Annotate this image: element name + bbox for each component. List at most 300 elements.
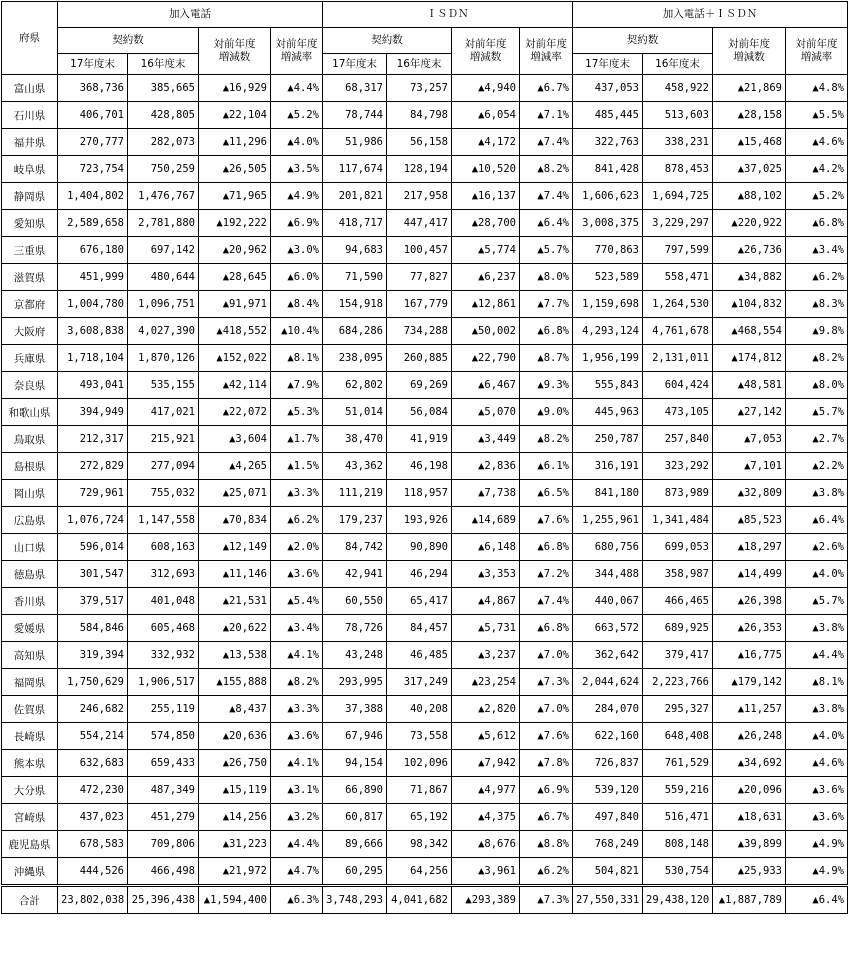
- telephone-fy17-cell: 246,682: [58, 696, 128, 723]
- isdn-fy16-cell: 71,867: [387, 777, 452, 804]
- combined-fy16-cell: 257,840: [643, 426, 713, 453]
- combined-rate-cell: ▲3.4%: [786, 237, 848, 264]
- combined-diff-cell: ▲34,882: [713, 264, 786, 291]
- year17-header-isdn: 17年度末: [323, 54, 387, 75]
- combined-fy16-cell: 516,471: [643, 804, 713, 831]
- telephone-diff-cell: ▲16,929: [199, 75, 271, 102]
- combined-fy16-cell: 878,453: [643, 156, 713, 183]
- combined-fy16-cell: 559,216: [643, 777, 713, 804]
- telephone-fy17-cell: 319,394: [58, 642, 128, 669]
- combined-diff-cell: ▲26,398: [713, 588, 786, 615]
- isdn-fy17-cell: 43,362: [323, 453, 387, 480]
- isdn-diff-cell: ▲3,449: [452, 426, 520, 453]
- prefecture-cell: 和歌山県: [2, 399, 58, 426]
- combined-fy17-cell: 680,756: [573, 534, 643, 561]
- table-row: [2, 156, 848, 183]
- telephone-rate-cell: ▲3.2%: [271, 804, 323, 831]
- telephone-rate-cell: ▲3.0%: [271, 237, 323, 264]
- isdn-rate-cell: ▲6.7%: [520, 75, 573, 102]
- telephone-rate-cell: ▲3.3%: [271, 480, 323, 507]
- table-row: [2, 75, 848, 102]
- isdn-fy16-cell: 128,194: [387, 156, 452, 183]
- combined-fy16-cell: 473,105: [643, 399, 713, 426]
- isdn-fy16-cell: 100,457: [387, 237, 452, 264]
- isdn-fy16-cell: 46,198: [387, 453, 452, 480]
- isdn-fy16-cell: 40,208: [387, 696, 452, 723]
- prefecture-cell: 石川県: [2, 102, 58, 129]
- table-row: [2, 561, 848, 588]
- telephone-fy16-cell: 755,032: [128, 480, 199, 507]
- combined-rate-cell: ▲3.8%: [786, 480, 848, 507]
- prefecture-cell: 愛媛県: [2, 615, 58, 642]
- isdn-rate-cell: ▲8.2%: [520, 426, 573, 453]
- telephone-rate-cell: ▲3.4%: [271, 615, 323, 642]
- rate-header-line2: 増減率: [800, 51, 833, 63]
- isdn-rate-cell: ▲8.8%: [520, 831, 573, 858]
- prefecture-cell: 宮崎県: [2, 804, 58, 831]
- telephone-rate-cell: ▲6.2%: [271, 507, 323, 534]
- combined-fy17-cell: 362,642: [573, 642, 643, 669]
- telephone-diff-cell: ▲8,437: [199, 696, 271, 723]
- total-row: [2, 886, 848, 914]
- telephone-fy17-cell: 472,230: [58, 777, 128, 804]
- isdn-rate-cell: ▲7.7%: [520, 291, 573, 318]
- combined-diff-cell: ▲14,499: [713, 561, 786, 588]
- table-row: [2, 777, 848, 804]
- combined-rate-cell: ▲8.2%: [786, 345, 848, 372]
- telephone-fy16-cell: 401,048: [128, 588, 199, 615]
- combined-fy16-cell: 379,417: [643, 642, 713, 669]
- combined-diff-cell: ▲20,096: [713, 777, 786, 804]
- prefecture-cell: 岡山県: [2, 480, 58, 507]
- isdn-rate-cell: ▲7.4%: [520, 183, 573, 210]
- isdn-fy16-cell: 118,957: [387, 480, 452, 507]
- combined-rate-cell: ▲2.7%: [786, 426, 848, 453]
- combined-rate-cell: ▲3.6%: [786, 804, 848, 831]
- telephone-fy16-cell: 659,433: [128, 750, 199, 777]
- combined-rate-cell: ▲9.8%: [786, 318, 848, 345]
- telephone-fy17-cell: 729,961: [58, 480, 128, 507]
- combined-fy16-cell: 1,694,725: [643, 183, 713, 210]
- isdn-rate-cell: ▲6.4%: [520, 210, 573, 237]
- rate-header-line2: 増減率: [530, 51, 562, 63]
- table-row: [2, 696, 848, 723]
- telephone-fy17-cell: 596,014: [58, 534, 128, 561]
- telephone-fy16-cell: 215,921: [128, 426, 199, 453]
- telephone-fy16-cell: 608,163: [128, 534, 199, 561]
- isdn-fy17-cell: 78,726: [323, 615, 387, 642]
- combined-fy16-cell: 3,229,297: [643, 210, 713, 237]
- combined-fy17-cell: 726,837: [573, 750, 643, 777]
- telephone-rate-cell: ▲8.1%: [271, 345, 323, 372]
- telephone-fy17-cell: 270,777: [58, 129, 128, 156]
- table-row: [2, 642, 848, 669]
- combined-rate-cell: ▲5.2%: [786, 183, 848, 210]
- isdn-diff-cell: ▲10,520: [452, 156, 520, 183]
- prefecture-cell: 静岡県: [2, 183, 58, 210]
- isdn-rate-cell: ▲7.3%: [520, 669, 573, 696]
- combined-rate-cell: ▲4.9%: [786, 858, 848, 886]
- isdn-fy16-cell: 84,457: [387, 615, 452, 642]
- combined-fy16-cell: 873,989: [643, 480, 713, 507]
- combined-diff-cell: ▲26,353: [713, 615, 786, 642]
- isdn-fy16-cell: 4,041,682: [387, 886, 452, 914]
- telephone-rate-cell: ▲6.9%: [271, 210, 323, 237]
- combined-diff-cell: ▲1,887,789: [713, 886, 786, 914]
- combined-fy16-cell: 358,987: [643, 561, 713, 588]
- telephone-diff-cell: ▲28,645: [199, 264, 271, 291]
- telephone-diff-cell: ▲1,594,400: [199, 886, 271, 914]
- telephone-fy17-cell: 3,608,838: [58, 318, 128, 345]
- isdn-diff-cell: ▲28,700: [452, 210, 520, 237]
- combined-rate-cell: ▲2.2%: [786, 453, 848, 480]
- diff-header-combined: [713, 28, 786, 75]
- telephone-rate-cell: ▲1.7%: [271, 426, 323, 453]
- diff-header-line2: 増減数: [733, 51, 765, 63]
- telephone-rate-cell: ▲3.6%: [271, 561, 323, 588]
- isdn-fy17-cell: 179,237: [323, 507, 387, 534]
- diff-header-line1: 対前年度: [728, 38, 770, 50]
- telephone-diff-cell: ▲22,104: [199, 102, 271, 129]
- combined-fy16-cell: 2,131,011: [643, 345, 713, 372]
- telephone-fy17-cell: 437,023: [58, 804, 128, 831]
- combined-rate-cell: ▲3.6%: [786, 777, 848, 804]
- telephone-fy17-cell: 678,583: [58, 831, 128, 858]
- prefecture-cell: 高知県: [2, 642, 58, 669]
- combined-fy17-cell: 284,070: [573, 696, 643, 723]
- telephone-rate-cell: ▲8.4%: [271, 291, 323, 318]
- isdn-rate-cell: ▲6.8%: [520, 615, 573, 642]
- isdn-fy17-cell: 60,550: [323, 588, 387, 615]
- telephone-fy16-cell: 709,806: [128, 831, 199, 858]
- diff-header-telephone: [199, 28, 271, 75]
- isdn-fy17-cell: 89,666: [323, 831, 387, 858]
- telephone-fy16-cell: 255,119: [128, 696, 199, 723]
- telephone-diff-cell: ▲12,149: [199, 534, 271, 561]
- prefecture-cell: 佐賀県: [2, 696, 58, 723]
- combined-fy16-cell: 604,424: [643, 372, 713, 399]
- telephone-diff-cell: ▲4,265: [199, 453, 271, 480]
- prefecture-cell: 広島県: [2, 507, 58, 534]
- telephone-fy16-cell: 605,468: [128, 615, 199, 642]
- isdn-fy17-cell: 66,890: [323, 777, 387, 804]
- telephone-fy17-cell: 632,683: [58, 750, 128, 777]
- isdn-fy16-cell: 73,257: [387, 75, 452, 102]
- telephone-rate-cell: ▲4.7%: [271, 858, 323, 886]
- isdn-rate-cell: ▲7.0%: [520, 642, 573, 669]
- isdn-rate-cell: ▲7.0%: [520, 696, 573, 723]
- combined-rate-cell: ▲5.7%: [786, 588, 848, 615]
- prefecture-cell: 愛知県: [2, 210, 58, 237]
- isdn-fy17-cell: 78,744: [323, 102, 387, 129]
- isdn-fy17-cell: 43,248: [323, 642, 387, 669]
- telephone-rate-cell: ▲4.4%: [271, 75, 323, 102]
- isdn-fy17-cell: 201,821: [323, 183, 387, 210]
- prefecture-cell: 大阪府: [2, 318, 58, 345]
- prefecture-cell: 福井県: [2, 129, 58, 156]
- combined-diff-cell: ▲104,832: [713, 291, 786, 318]
- isdn-fy17-cell: 154,918: [323, 291, 387, 318]
- combined-fy16-cell: 797,599: [643, 237, 713, 264]
- telephone-diff-cell: ▲26,505: [199, 156, 271, 183]
- isdn-diff-cell: ▲6,148: [452, 534, 520, 561]
- prefecture-cell: 岐阜県: [2, 156, 58, 183]
- combined-fy17-cell: 445,963: [573, 399, 643, 426]
- telephone-diff-cell: ▲26,750: [199, 750, 271, 777]
- telephone-rate-cell: ▲7.9%: [271, 372, 323, 399]
- isdn-fy16-cell: 84,798: [387, 102, 452, 129]
- telephone-fy17-cell: 1,404,802: [58, 183, 128, 210]
- isdn-fy16-cell: 73,558: [387, 723, 452, 750]
- combined-fy17-cell: 27,550,331: [573, 886, 643, 914]
- combined-rate-cell: ▲4.2%: [786, 156, 848, 183]
- telephone-rate-cell: ▲3.5%: [271, 156, 323, 183]
- isdn-fy16-cell: 217,958: [387, 183, 452, 210]
- table-row: [2, 669, 848, 696]
- combined-diff-cell: ▲21,869: [713, 75, 786, 102]
- rate-header-line1: 対前年度: [275, 38, 318, 50]
- combined-diff-cell: ▲220,922: [713, 210, 786, 237]
- telephone-fy17-cell: 406,701: [58, 102, 128, 129]
- prefecture-cell: 香川県: [2, 588, 58, 615]
- contracts-header-combined: 契約数: [573, 28, 713, 54]
- table-row: [2, 264, 848, 291]
- combined-fy16-cell: 295,327: [643, 696, 713, 723]
- combined-diff-cell: ▲25,933: [713, 858, 786, 886]
- isdn-diff-cell: ▲2,820: [452, 696, 520, 723]
- telephone-diff-cell: ▲42,114: [199, 372, 271, 399]
- isdn-rate-cell: ▲8.7%: [520, 345, 573, 372]
- group-header-isdn: ＩＳＤＮ: [323, 2, 573, 28]
- isdn-fy17-cell: 94,154: [323, 750, 387, 777]
- combined-rate-cell: ▲8.1%: [786, 669, 848, 696]
- telephone-fy16-cell: 535,155: [128, 372, 199, 399]
- year17-header-telephone: 17年度末: [58, 54, 128, 75]
- table-row: [2, 858, 848, 886]
- isdn-fy17-cell: 238,095: [323, 345, 387, 372]
- contracts-header-isdn: 契約数: [323, 28, 452, 54]
- combined-fy16-cell: 530,754: [643, 858, 713, 886]
- telephone-fy17-cell: 1,750,629: [58, 669, 128, 696]
- combined-fy16-cell: 4,761,678: [643, 318, 713, 345]
- table-row: [2, 183, 848, 210]
- isdn-diff-cell: ▲7,738: [452, 480, 520, 507]
- telephone-fy16-cell: 466,498: [128, 858, 199, 886]
- isdn-diff-cell: ▲4,940: [452, 75, 520, 102]
- combined-diff-cell: ▲39,899: [713, 831, 786, 858]
- combined-fy17-cell: 440,067: [573, 588, 643, 615]
- isdn-rate-cell: ▲5.7%: [520, 237, 573, 264]
- telephone-rate-cell: ▲6.3%: [271, 886, 323, 914]
- telephone-diff-cell: ▲20,962: [199, 237, 271, 264]
- isdn-rate-cell: ▲6.1%: [520, 453, 573, 480]
- telephone-fy16-cell: 1,870,126: [128, 345, 199, 372]
- telephone-diff-cell: ▲11,296: [199, 129, 271, 156]
- isdn-diff-cell: ▲6,467: [452, 372, 520, 399]
- combined-fy17-cell: 841,180: [573, 480, 643, 507]
- isdn-diff-cell: ▲16,137: [452, 183, 520, 210]
- combined-fy17-cell: 622,160: [573, 723, 643, 750]
- table-body: [2, 75, 848, 914]
- combined-diff-cell: ▲88,102: [713, 183, 786, 210]
- isdn-rate-cell: ▲7.3%: [520, 886, 573, 914]
- isdn-fy16-cell: 317,249: [387, 669, 452, 696]
- isdn-fy17-cell: 60,817: [323, 804, 387, 831]
- telephone-rate-cell: ▲5.3%: [271, 399, 323, 426]
- isdn-fy16-cell: 102,096: [387, 750, 452, 777]
- telephone-fy17-cell: 2,589,658: [58, 210, 128, 237]
- telephone-diff-cell: ▲21,531: [199, 588, 271, 615]
- isdn-fy17-cell: 37,388: [323, 696, 387, 723]
- telephone-diff-cell: ▲91,971: [199, 291, 271, 318]
- telephone-fy16-cell: 4,027,390: [128, 318, 199, 345]
- telephone-fy17-cell: 212,317: [58, 426, 128, 453]
- combined-diff-cell: ▲16,775: [713, 642, 786, 669]
- telephone-diff-cell: ▲20,622: [199, 615, 271, 642]
- table-row: [2, 750, 848, 777]
- combined-fy17-cell: 555,843: [573, 372, 643, 399]
- telephone-diff-cell: ▲31,223: [199, 831, 271, 858]
- telephone-diff-cell: ▲13,538: [199, 642, 271, 669]
- combined-fy17-cell: 770,863: [573, 237, 643, 264]
- combined-fy16-cell: 689,925: [643, 615, 713, 642]
- combined-diff-cell: ▲27,142: [713, 399, 786, 426]
- combined-fy17-cell: 504,821: [573, 858, 643, 886]
- combined-fy17-cell: 1,956,199: [573, 345, 643, 372]
- combined-rate-cell: ▲5.7%: [786, 399, 848, 426]
- combined-fy17-cell: 322,763: [573, 129, 643, 156]
- isdn-diff-cell: ▲4,375: [452, 804, 520, 831]
- isdn-rate-cell: ▲8.0%: [520, 264, 573, 291]
- telephone-fy17-cell: 554,214: [58, 723, 128, 750]
- combined-fy17-cell: 1,606,623: [573, 183, 643, 210]
- combined-fy16-cell: 338,231: [643, 129, 713, 156]
- telephone-fy17-cell: 444,526: [58, 858, 128, 886]
- combined-rate-cell: ▲2.6%: [786, 534, 848, 561]
- combined-fy17-cell: 523,589: [573, 264, 643, 291]
- telephone-rate-cell: ▲4.1%: [271, 750, 323, 777]
- combined-fy17-cell: 768,249: [573, 831, 643, 858]
- isdn-diff-cell: ▲3,237: [452, 642, 520, 669]
- telephone-diff-cell: ▲14,256: [199, 804, 271, 831]
- isdn-fy17-cell: 94,683: [323, 237, 387, 264]
- year16-header-isdn: 16年度末: [387, 54, 452, 75]
- telephone-fy17-cell: 1,718,104: [58, 345, 128, 372]
- table-row: [2, 345, 848, 372]
- isdn-rate-cell: ▲9.0%: [520, 399, 573, 426]
- combined-fy16-cell: 2,223,766: [643, 669, 713, 696]
- isdn-diff-cell: ▲50,002: [452, 318, 520, 345]
- prefecture-cell: 奈良県: [2, 372, 58, 399]
- telephone-diff-cell: ▲155,888: [199, 669, 271, 696]
- telephone-diff-cell: ▲192,222: [199, 210, 271, 237]
- isdn-diff-cell: ▲5,774: [452, 237, 520, 264]
- combined-rate-cell: ▲4.4%: [786, 642, 848, 669]
- telephone-rate-cell: ▲8.2%: [271, 669, 323, 696]
- table-row: [2, 399, 848, 426]
- isdn-fy16-cell: 56,084: [387, 399, 452, 426]
- telephone-fy17-cell: 1,004,780: [58, 291, 128, 318]
- year16-header-telephone: 16年度末: [128, 54, 199, 75]
- diff-header-line1: 対前年度: [213, 38, 256, 50]
- telephone-diff-cell: ▲22,072: [199, 399, 271, 426]
- isdn-diff-cell: ▲22,790: [452, 345, 520, 372]
- isdn-fy17-cell: 117,674: [323, 156, 387, 183]
- telephone-fy16-cell: 750,259: [128, 156, 199, 183]
- prefecture-cell: 大分県: [2, 777, 58, 804]
- isdn-rate-cell: ▲7.2%: [520, 561, 573, 588]
- prefecture-cell: 山口県: [2, 534, 58, 561]
- telephone-rate-cell: ▲6.0%: [271, 264, 323, 291]
- isdn-fy17-cell: 3,748,293: [323, 886, 387, 914]
- combined-fy17-cell: 663,572: [573, 615, 643, 642]
- isdn-fy17-cell: 684,286: [323, 318, 387, 345]
- isdn-fy17-cell: 38,470: [323, 426, 387, 453]
- telephone-rate-cell: ▲1.5%: [271, 453, 323, 480]
- telephone-rate-cell: ▲4.1%: [271, 642, 323, 669]
- telephone-fy16-cell: 1,476,767: [128, 183, 199, 210]
- isdn-fy17-cell: 84,742: [323, 534, 387, 561]
- combined-rate-cell: ▲6.8%: [786, 210, 848, 237]
- prefecture-cell: 鹿児島県: [2, 831, 58, 858]
- table-row: [2, 831, 848, 858]
- combined-fy16-cell: 323,292: [643, 453, 713, 480]
- isdn-diff-cell: ▲4,867: [452, 588, 520, 615]
- combined-diff-cell: ▲11,257: [713, 696, 786, 723]
- telephone-fy17-cell: 676,180: [58, 237, 128, 264]
- rate-header-line1: 対前年度: [525, 38, 567, 50]
- telephone-diff-cell: ▲21,972: [199, 858, 271, 886]
- prefecture-cell: 徳島県: [2, 561, 58, 588]
- telephone-rate-cell: ▲5.4%: [271, 588, 323, 615]
- isdn-diff-cell: ▲3,353: [452, 561, 520, 588]
- combined-fy17-cell: 316,191: [573, 453, 643, 480]
- combined-rate-cell: ▲4.0%: [786, 723, 848, 750]
- combined-fy17-cell: 2,044,624: [573, 669, 643, 696]
- isdn-diff-cell: ▲2,836: [452, 453, 520, 480]
- isdn-fy17-cell: 111,219: [323, 480, 387, 507]
- combined-fy16-cell: 1,264,530: [643, 291, 713, 318]
- table-row: [2, 129, 848, 156]
- rate-header-isdn: [520, 28, 573, 75]
- isdn-diff-cell: ▲6,054: [452, 102, 520, 129]
- telephone-fy17-cell: 451,999: [58, 264, 128, 291]
- isdn-rate-cell: ▲6.9%: [520, 777, 573, 804]
- telephone-diff-cell: ▲152,022: [199, 345, 271, 372]
- isdn-diff-cell: ▲4,172: [452, 129, 520, 156]
- combined-diff-cell: ▲48,581: [713, 372, 786, 399]
- combined-fy16-cell: 558,471: [643, 264, 713, 291]
- isdn-rate-cell: ▲6.8%: [520, 534, 573, 561]
- telephone-diff-cell: ▲11,146: [199, 561, 271, 588]
- combined-fy16-cell: 466,465: [643, 588, 713, 615]
- isdn-rate-cell: ▲7.8%: [520, 750, 573, 777]
- combined-fy17-cell: 485,445: [573, 102, 643, 129]
- isdn-rate-cell: ▲6.5%: [520, 480, 573, 507]
- telephone-diff-cell: ▲15,119: [199, 777, 271, 804]
- isdn-diff-cell: ▲5,612: [452, 723, 520, 750]
- telephone-fy16-cell: 1,147,558: [128, 507, 199, 534]
- table-row: [2, 615, 848, 642]
- prefecture-cell: 沖縄県: [2, 858, 58, 886]
- telephone-fy16-cell: 2,781,880: [128, 210, 199, 237]
- telephone-fy17-cell: 379,517: [58, 588, 128, 615]
- isdn-fy16-cell: 447,417: [387, 210, 452, 237]
- table-row: [2, 534, 848, 561]
- telephone-fy16-cell: 385,665: [128, 75, 199, 102]
- prefecture-cell: 兵庫県: [2, 345, 58, 372]
- contracts-header-telephone: 契約数: [58, 28, 199, 54]
